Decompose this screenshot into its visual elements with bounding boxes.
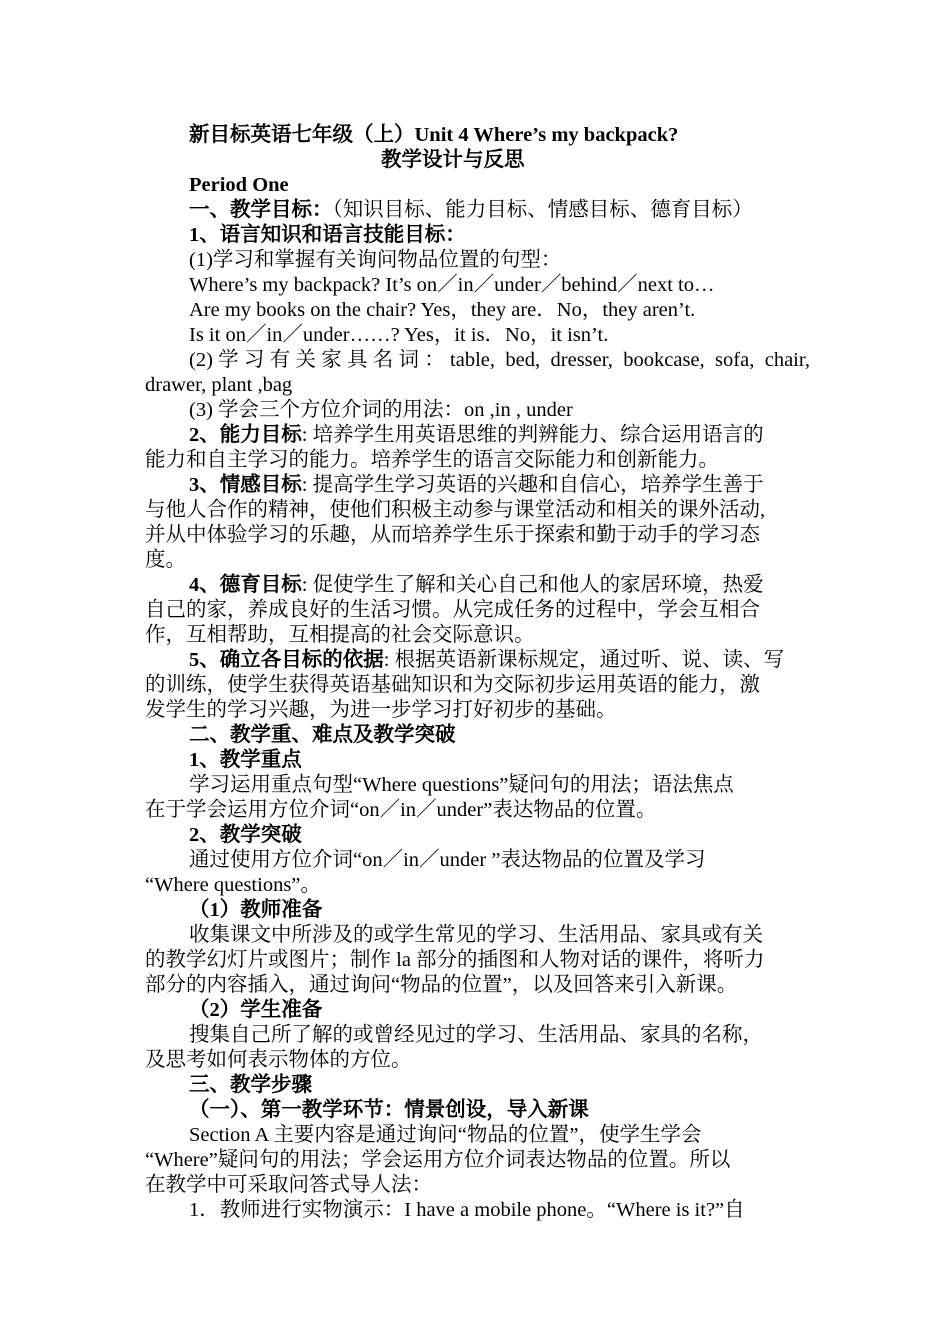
- paragraph-line: 1．教师进行实物演示：I have a mobile phone。“Where is it?”自: [189, 1199, 745, 1221]
- paragraph-line: 及思考如何表示物体的方位。: [145, 1049, 412, 1071]
- section-2-2-heading: 2、教学突破: [189, 824, 302, 846]
- paragraph-line: Section A 主要内容是通过询问“物品的位置”，使学生学会: [189, 1124, 702, 1146]
- paragraph-line: 收集课文中所涉及的或学生常见的学习、生活用品、家具或有关: [189, 924, 763, 946]
- section-3-heading: 三、教学步骤: [189, 1074, 312, 1096]
- example-sentence: Are my books on the chair? Yes，they are．No，they aren’t.: [189, 299, 696, 321]
- teacher-prep-heading: （1）教师准备: [189, 899, 323, 921]
- section-1-heading: [145, 198, 810, 223]
- moral-goal-text: : 促使学生了解和关心自己和他人的家居环境，热爱: [301, 574, 764, 596]
- example-sentence: Is it on／in／under……? Yes，it is．No，it isn’t.: [189, 324, 609, 346]
- paragraph-line: (3) 学会三个方位介词的用法：on ,in , under: [189, 399, 573, 421]
- emotion-goal-label: 3、情感目标: [189, 474, 302, 496]
- paragraph-line: 的教学幻灯片或图片；制作 la 部分的插图和人物对话的课件，将听力: [145, 949, 765, 971]
- ability-goal-label: 2、能力目标: [189, 424, 302, 446]
- paragraph-line: 自己的家，养成良好的生活习惯。从完成任务的过程中，学会互相合: [145, 599, 760, 621]
- example-sentence: Where’s my backpack? It’s on／in／under／behind／next to…: [189, 274, 715, 296]
- paragraph-line: drawer, plant ,bag: [145, 374, 293, 396]
- paragraph-line: 发学生的学习兴趣，为进一步学习打好初步的基础。: [145, 699, 617, 721]
- emotion-goal-text: : 提高学生学习英语的兴趣和自信心，培养学生善于: [301, 474, 764, 496]
- student-prep-heading: （2）学生准备: [189, 999, 323, 1021]
- paragraph-line: 作，互相帮助，互相提高的社会交际意识。: [145, 624, 535, 646]
- paragraph-line: 在于学会运用方位介词“on／in／under”表达物品的位置。: [145, 799, 657, 821]
- moral-goal-label: 4、德育目标: [189, 574, 302, 596]
- doc-subtitle: 教学设计与反思: [381, 149, 525, 171]
- paragraph-line: 的训练，使学生获得英语基础知识和为交际初步运用英语的能力，激: [145, 674, 760, 696]
- goal-basis-text: : 根据英语新课标规定，通过听、说、读、写: [383, 649, 785, 671]
- paragraph-line: 能力和自主学习的能力。培养学生的语言交际能力和创新能力。: [145, 449, 719, 471]
- section-1-note: （知识目标、能力目标、情感目标、德育目标）: [332, 199, 753, 221]
- goal-basis-label: 5、确立各目标的依据: [189, 649, 384, 671]
- goal-basis: [145, 648, 810, 673]
- section-2-heading: 二、教学重、难点及教学突破: [189, 724, 456, 746]
- step-1-heading: （一）、第一教学环节：情景创设，导入新课: [189, 1099, 589, 1121]
- section-1-1-heading: 1、语言知识和语言技能目标：: [189, 224, 466, 246]
- period-heading: Period One: [189, 174, 289, 196]
- doc-title: 新目标英语七年级（上）Unit 4 Where’s my backpack?: [189, 124, 679, 146]
- paragraph-line: “Where questions”。: [145, 874, 321, 896]
- paragraph-line: (1)学习和掌握有关询问物品位置的句型：: [189, 249, 562, 271]
- paragraph-line: 通过使用方位介词“on／in／under ”表达物品的位置及学习: [189, 849, 706, 871]
- ability-goal: [145, 423, 810, 448]
- paragraph-line: 度。: [145, 549, 186, 571]
- ability-goal-text: : 培养学生用英语思维的判辨能力、综合运用语言的: [301, 424, 764, 446]
- paragraph-line: (2)学习有关家具名词：table, bed, dresser, bookcase, sofa, chair,: [189, 349, 810, 371]
- paragraph-line: 与他人合作的精神，使他们积极主动参与课堂活动和相关的课外活动,: [145, 499, 766, 521]
- moral-goal: [145, 573, 810, 598]
- section-2-1-heading: 1、教学重点: [189, 749, 302, 771]
- document-body: [145, 123, 810, 1223]
- paragraph-line: 学习运用重点句型“Where questions”疑问句的用法；语法焦点: [189, 774, 734, 796]
- emotion-goal: [145, 473, 810, 498]
- section-1-title: 一、教学目标：: [189, 199, 333, 221]
- paragraph-line: 部分的内容插入，通过询问“物品的位置”，以及回答来引入新课。: [145, 974, 738, 996]
- paragraph-line: “Where”疑问句的用法；学会运用方位介词表达物品的位置。所以: [145, 1149, 731, 1171]
- paragraph-line: 在教学中可采取问答式导人法：: [145, 1174, 432, 1196]
- paragraph-line: 并从中体验学习的乐趣，从而培养学生乐于探索和勤于动手的学习态: [145, 524, 760, 546]
- paragraph-line: 搜集自己所了解的或曾经见过的学习、生活用品、家具的名称，: [189, 1024, 763, 1046]
